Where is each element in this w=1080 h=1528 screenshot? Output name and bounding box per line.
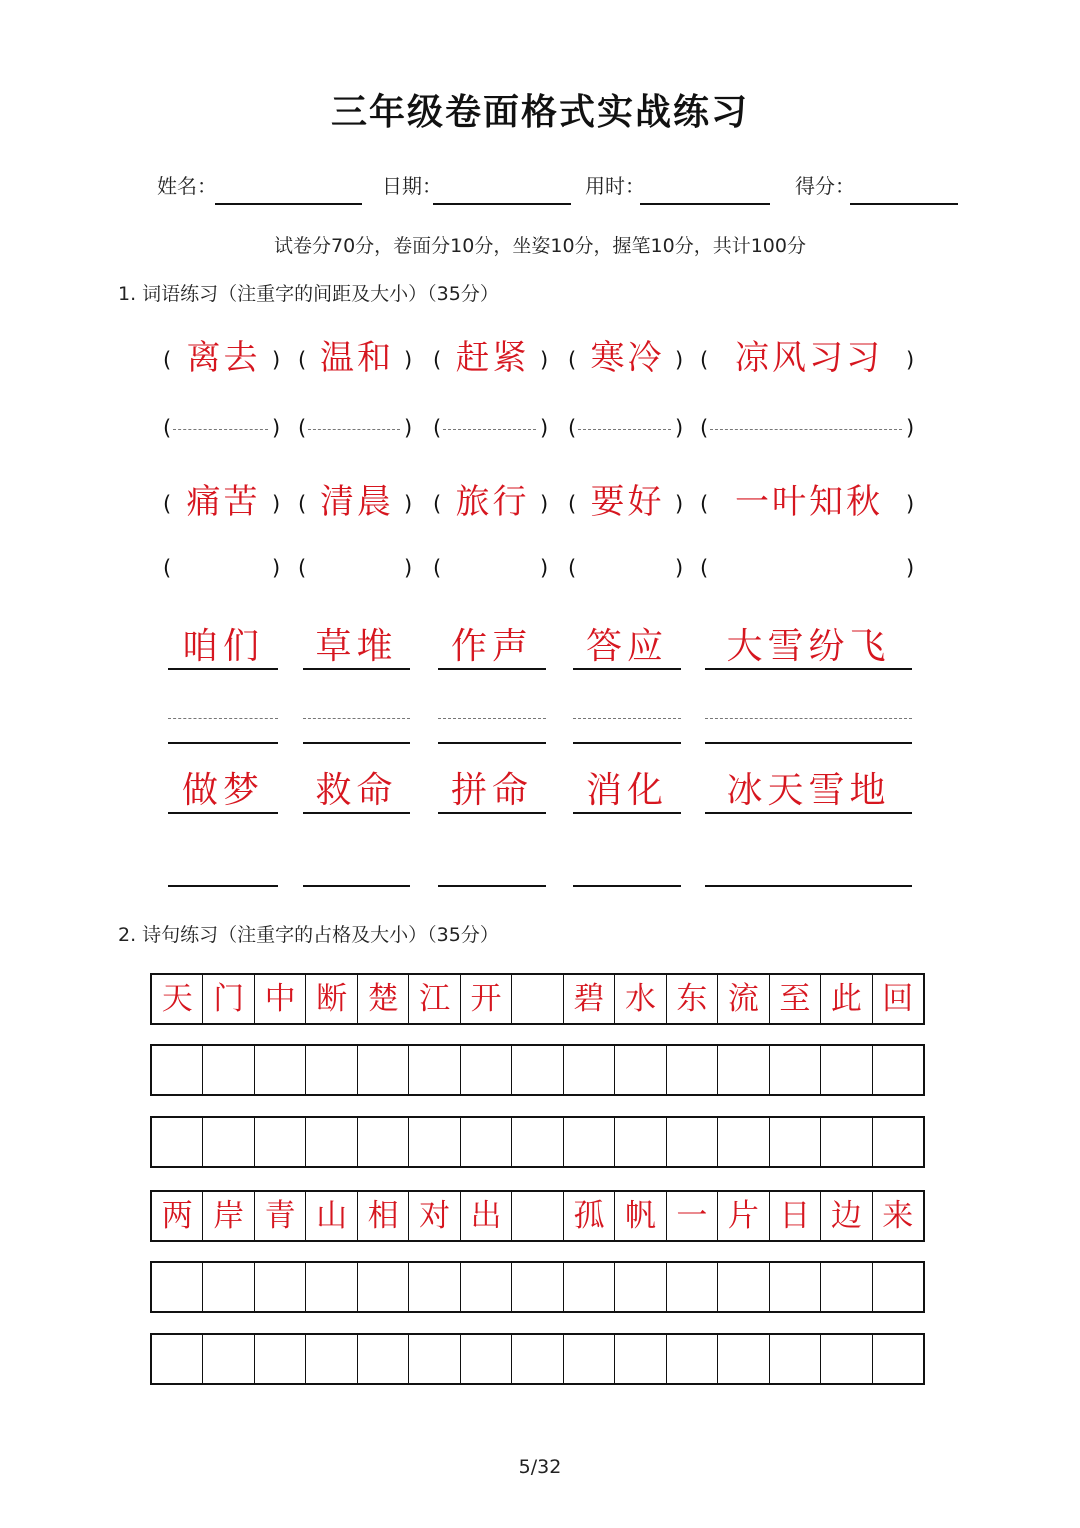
model-word: 答应 bbox=[585, 626, 668, 667]
writing-grid-cell[interactable] bbox=[255, 1046, 306, 1094]
answer-open-paren: ( bbox=[433, 556, 442, 580]
writing-grid-cell[interactable] bbox=[667, 1118, 718, 1166]
model-word: 大雪纷飞 bbox=[726, 626, 891, 667]
practice-line[interactable] bbox=[573, 742, 681, 744]
close-paren: ) bbox=[906, 492, 915, 516]
score-field[interactable] bbox=[850, 203, 958, 205]
answer-open-paren: ( bbox=[298, 556, 307, 580]
writing-grid-cell[interactable] bbox=[512, 1046, 563, 1094]
word-underline bbox=[168, 812, 278, 814]
answer-close-paren: ) bbox=[404, 416, 413, 440]
model-grid-row bbox=[150, 973, 925, 1025]
practice-line[interactable] bbox=[705, 885, 912, 887]
model-grid-cell: 东 bbox=[667, 975, 718, 1023]
date-field[interactable] bbox=[433, 203, 571, 205]
answer-open-paren: ( bbox=[568, 416, 577, 440]
model-grid-cell: 出 bbox=[461, 1192, 512, 1240]
writing-grid-cell[interactable] bbox=[873, 1046, 923, 1094]
writing-grid-cell[interactable] bbox=[152, 1046, 203, 1094]
model-word: 草堆 bbox=[315, 626, 398, 667]
model-grid-cell: 回 bbox=[882, 980, 914, 1017]
answer-close-paren: ) bbox=[540, 556, 549, 580]
model-grid-cell: 来 bbox=[882, 1197, 914, 1234]
model-grid-cell: 日 bbox=[770, 1192, 821, 1240]
model-word: 救命 bbox=[315, 770, 398, 811]
writing-grid-cell[interactable] bbox=[409, 1335, 460, 1383]
model-grid-cell: 流 bbox=[718, 975, 769, 1023]
model-grid-cell: 两 bbox=[152, 1192, 203, 1240]
answer-close-paren: ) bbox=[906, 556, 915, 580]
model-grid-cell: 帆 bbox=[615, 1192, 666, 1240]
practice-guide-line bbox=[438, 718, 546, 719]
writing-grid-cell[interactable] bbox=[409, 1118, 460, 1166]
model-word: 赶紧 bbox=[455, 338, 530, 378]
writing-grid-cell[interactable] bbox=[152, 1263, 203, 1311]
answer-close-paren: ) bbox=[540, 416, 549, 440]
writing-grid-cell[interactable] bbox=[306, 1335, 357, 1383]
answer-open-paren: ( bbox=[298, 416, 307, 440]
writing-grid-cell[interactable] bbox=[564, 1263, 615, 1311]
writing-grid-cell[interactable] bbox=[203, 1118, 254, 1166]
answer-open-paren: ( bbox=[163, 416, 172, 440]
writing-grid-cell[interactable] bbox=[152, 1335, 203, 1383]
practice-line[interactable] bbox=[705, 742, 912, 744]
model-grid-cell: 中 bbox=[255, 975, 306, 1023]
practice-guide-line bbox=[303, 718, 410, 719]
open-paren: ( bbox=[163, 348, 172, 372]
answer-field[interactable] bbox=[173, 556, 268, 582]
close-paren: ) bbox=[675, 492, 684, 516]
practice-line[interactable] bbox=[438, 885, 546, 887]
model-grid-row bbox=[150, 1190, 925, 1242]
model-word: 清晨 bbox=[320, 482, 394, 522]
model-grid-cell: 天 bbox=[152, 975, 203, 1023]
model-word: 作声 bbox=[450, 626, 533, 667]
writing-grid-row bbox=[150, 1333, 925, 1385]
open-paren: ( bbox=[298, 348, 307, 372]
model-word: 消化 bbox=[585, 770, 668, 811]
model-grid-cell: 碧 bbox=[564, 975, 615, 1023]
model-word: 寒冷 bbox=[590, 338, 665, 378]
writing-grid-cell[interactable] bbox=[306, 1046, 357, 1094]
practice-line[interactable] bbox=[573, 885, 681, 887]
model-word: 离去 bbox=[186, 338, 261, 378]
practice-line[interactable] bbox=[168, 742, 278, 744]
section2-title: 2. 诗句练习（注重字的占格及大小）（35分） bbox=[118, 924, 499, 946]
writing-grid-cell[interactable] bbox=[409, 1046, 460, 1094]
word-underline bbox=[438, 668, 546, 670]
model-word: 旅行 bbox=[455, 482, 530, 522]
model-grid-cell: 边 bbox=[821, 1192, 872, 1240]
answer-field[interactable] bbox=[443, 556, 536, 582]
model-word: 一叶知秋 bbox=[735, 482, 883, 522]
time-label: 用时： bbox=[585, 174, 645, 198]
word-underline bbox=[573, 812, 681, 814]
writing-grid-row bbox=[150, 1261, 925, 1313]
close-paren: ) bbox=[404, 492, 413, 516]
model-grid-cell: 对 bbox=[409, 1192, 460, 1240]
practice-line[interactable] bbox=[168, 885, 278, 887]
writing-grid-cell[interactable] bbox=[358, 1263, 409, 1311]
answer-field[interactable] bbox=[308, 429, 400, 430]
practice-line[interactable] bbox=[303, 742, 410, 744]
model-grid-cell: 江 bbox=[409, 975, 460, 1023]
writing-grid-cell[interactable] bbox=[358, 1046, 409, 1094]
open-paren: ( bbox=[433, 348, 442, 372]
writing-grid-cell[interactable] bbox=[152, 1118, 203, 1166]
writing-grid-cell[interactable] bbox=[615, 1335, 666, 1383]
close-paren: ) bbox=[906, 348, 915, 372]
writing-grid-cell[interactable] bbox=[564, 1046, 615, 1094]
model-grid-cell: 至 bbox=[770, 975, 821, 1023]
answer-field[interactable] bbox=[710, 429, 902, 430]
model-word: 做梦 bbox=[181, 770, 264, 811]
writing-grid-cell[interactable] bbox=[255, 1118, 306, 1166]
writing-grid-cell[interactable] bbox=[512, 1263, 563, 1311]
word-underline bbox=[168, 668, 278, 670]
model-grid-cell: 青 bbox=[255, 1192, 306, 1240]
close-paren: ) bbox=[540, 492, 549, 516]
date-label: 日期： bbox=[382, 174, 442, 198]
close-paren: ) bbox=[404, 348, 413, 372]
practice-line[interactable] bbox=[303, 885, 410, 887]
writing-grid-cell[interactable] bbox=[461, 1118, 512, 1166]
page-title: 三年级卷面格式实战练习 bbox=[330, 92, 749, 133]
word-underline bbox=[303, 812, 410, 814]
close-paren: ) bbox=[540, 348, 549, 372]
writing-grid-cell[interactable] bbox=[461, 1046, 512, 1094]
answer-field[interactable] bbox=[173, 429, 268, 430]
writing-grid-cell[interactable] bbox=[512, 1118, 563, 1166]
writing-grid-cell[interactable] bbox=[255, 1263, 306, 1311]
writing-grid-cell[interactable] bbox=[306, 1263, 357, 1311]
model-grid-cell bbox=[512, 975, 563, 1023]
answer-open-paren: ( bbox=[568, 556, 577, 580]
answer-field[interactable] bbox=[443, 429, 536, 430]
writing-grid-cell[interactable] bbox=[564, 1118, 615, 1166]
answer-open-paren: ( bbox=[700, 556, 709, 580]
model-grid-cell: 此 bbox=[821, 975, 872, 1023]
practice-guide-line bbox=[705, 718, 912, 719]
writing-grid-cell[interactable] bbox=[718, 1335, 769, 1383]
writing-grid-cell[interactable] bbox=[615, 1046, 666, 1094]
word-underline bbox=[705, 812, 912, 814]
writing-grid-cell[interactable] bbox=[770, 1046, 821, 1094]
writing-grid-cell[interactable] bbox=[718, 1118, 769, 1166]
model-word: 痛苦 bbox=[186, 482, 261, 522]
score-label: 得分： bbox=[795, 174, 855, 198]
model-grid-cell: 断 bbox=[306, 975, 357, 1023]
name-field[interactable] bbox=[215, 203, 362, 205]
name-label: 姓名： bbox=[157, 174, 217, 198]
answer-close-paren: ) bbox=[675, 416, 684, 440]
close-paren: ) bbox=[272, 492, 281, 516]
writing-grid-cell[interactable] bbox=[203, 1263, 254, 1311]
writing-grid-row bbox=[150, 1044, 925, 1096]
model-grid-cell bbox=[512, 1192, 563, 1240]
answer-close-paren: ) bbox=[272, 416, 281, 440]
model-grid-cell: 一 bbox=[667, 1192, 718, 1240]
model-grid-cell: 山 bbox=[306, 1192, 357, 1240]
model-word: 凉风习习 bbox=[735, 338, 883, 378]
writing-grid-cell[interactable] bbox=[667, 1335, 718, 1383]
answer-field[interactable] bbox=[308, 556, 400, 582]
open-paren: ( bbox=[568, 348, 577, 372]
writing-grid-cell[interactable] bbox=[564, 1335, 615, 1383]
writing-grid-cell[interactable] bbox=[358, 1118, 409, 1166]
open-paren: ( bbox=[163, 492, 172, 516]
writing-grid-cell[interactable] bbox=[409, 1263, 460, 1311]
word-underline bbox=[303, 668, 410, 670]
open-paren: ( bbox=[700, 348, 709, 372]
writing-grid-cell[interactable] bbox=[306, 1118, 357, 1166]
writing-grid-cell[interactable] bbox=[461, 1263, 512, 1311]
writing-grid-cell[interactable] bbox=[873, 1263, 923, 1311]
writing-grid-cell[interactable] bbox=[718, 1046, 769, 1094]
writing-grid-row bbox=[150, 1116, 925, 1168]
writing-grid-cell[interactable] bbox=[821, 1263, 872, 1311]
close-paren: ) bbox=[675, 348, 684, 372]
section1-title: 1. 词语练习（注重字的间距及大小）（35分） bbox=[118, 283, 499, 305]
writing-grid-cell[interactable] bbox=[203, 1335, 254, 1383]
model-grid-cell: 岸 bbox=[203, 1192, 254, 1240]
model-grid-cell: 片 bbox=[718, 1192, 769, 1240]
open-paren: ( bbox=[298, 492, 307, 516]
answer-field[interactable] bbox=[578, 429, 671, 430]
writing-grid-cell[interactable] bbox=[718, 1263, 769, 1311]
practice-line[interactable] bbox=[438, 742, 546, 744]
word-underline bbox=[573, 668, 681, 670]
model-grid-cell: 水 bbox=[615, 975, 666, 1023]
writing-grid-cell[interactable] bbox=[821, 1118, 872, 1166]
word-underline bbox=[438, 812, 546, 814]
writing-grid-cell[interactable] bbox=[255, 1335, 306, 1383]
model-word: 冰天雪地 bbox=[726, 770, 891, 811]
model-grid-cell: 门 bbox=[203, 975, 254, 1023]
writing-grid-cell[interactable] bbox=[461, 1335, 512, 1383]
answer-close-paren: ) bbox=[675, 556, 684, 580]
practice-guide-line bbox=[573, 718, 681, 719]
writing-grid-cell[interactable] bbox=[821, 1046, 872, 1094]
writing-grid-cell[interactable] bbox=[203, 1046, 254, 1094]
time-field[interactable] bbox=[640, 203, 770, 205]
page-number: 5/32 bbox=[518, 1456, 562, 1478]
answer-field[interactable] bbox=[710, 556, 902, 582]
writing-grid-cell[interactable] bbox=[512, 1335, 563, 1383]
model-word: 要好 bbox=[590, 482, 665, 522]
close-paren: ) bbox=[272, 348, 281, 372]
model-grid-cell: 楚 bbox=[358, 975, 409, 1023]
model-grid-cell: 孤 bbox=[564, 1192, 615, 1240]
writing-grid-cell[interactable] bbox=[770, 1263, 821, 1311]
writing-grid-cell[interactable] bbox=[615, 1263, 666, 1311]
answer-field[interactable] bbox=[578, 556, 671, 582]
writing-grid-cell[interactable] bbox=[873, 1335, 923, 1383]
writing-grid-cell[interactable] bbox=[358, 1335, 409, 1383]
open-paren: ( bbox=[568, 492, 577, 516]
answer-open-paren: ( bbox=[163, 556, 172, 580]
model-word: 温和 bbox=[320, 338, 394, 378]
model-grid-cell: 开 bbox=[461, 975, 512, 1023]
writing-grid-cell[interactable] bbox=[770, 1118, 821, 1166]
answer-open-paren: ( bbox=[700, 416, 709, 440]
writing-grid-cell[interactable] bbox=[667, 1263, 718, 1311]
answer-close-paren: ) bbox=[404, 556, 413, 580]
model-word: 拼命 bbox=[450, 770, 533, 811]
score-note: 试卷分70分，卷面分10分，坐姿10分，握笔10分，共计100分 bbox=[274, 235, 806, 257]
writing-grid-cell[interactable] bbox=[615, 1118, 666, 1166]
answer-close-paren: ) bbox=[272, 556, 281, 580]
writing-grid-cell[interactable] bbox=[821, 1335, 872, 1383]
answer-close-paren: ) bbox=[906, 416, 915, 440]
open-paren: ( bbox=[700, 492, 709, 516]
word-underline bbox=[705, 668, 912, 670]
answer-open-paren: ( bbox=[433, 416, 442, 440]
writing-grid-cell[interactable] bbox=[770, 1335, 821, 1383]
writing-grid-cell[interactable] bbox=[667, 1046, 718, 1094]
model-grid-cell: 相 bbox=[358, 1192, 409, 1240]
practice-guide-line bbox=[168, 718, 278, 719]
model-word: 咱们 bbox=[181, 626, 264, 667]
open-paren: ( bbox=[433, 492, 442, 516]
writing-grid-cell[interactable] bbox=[873, 1118, 923, 1166]
